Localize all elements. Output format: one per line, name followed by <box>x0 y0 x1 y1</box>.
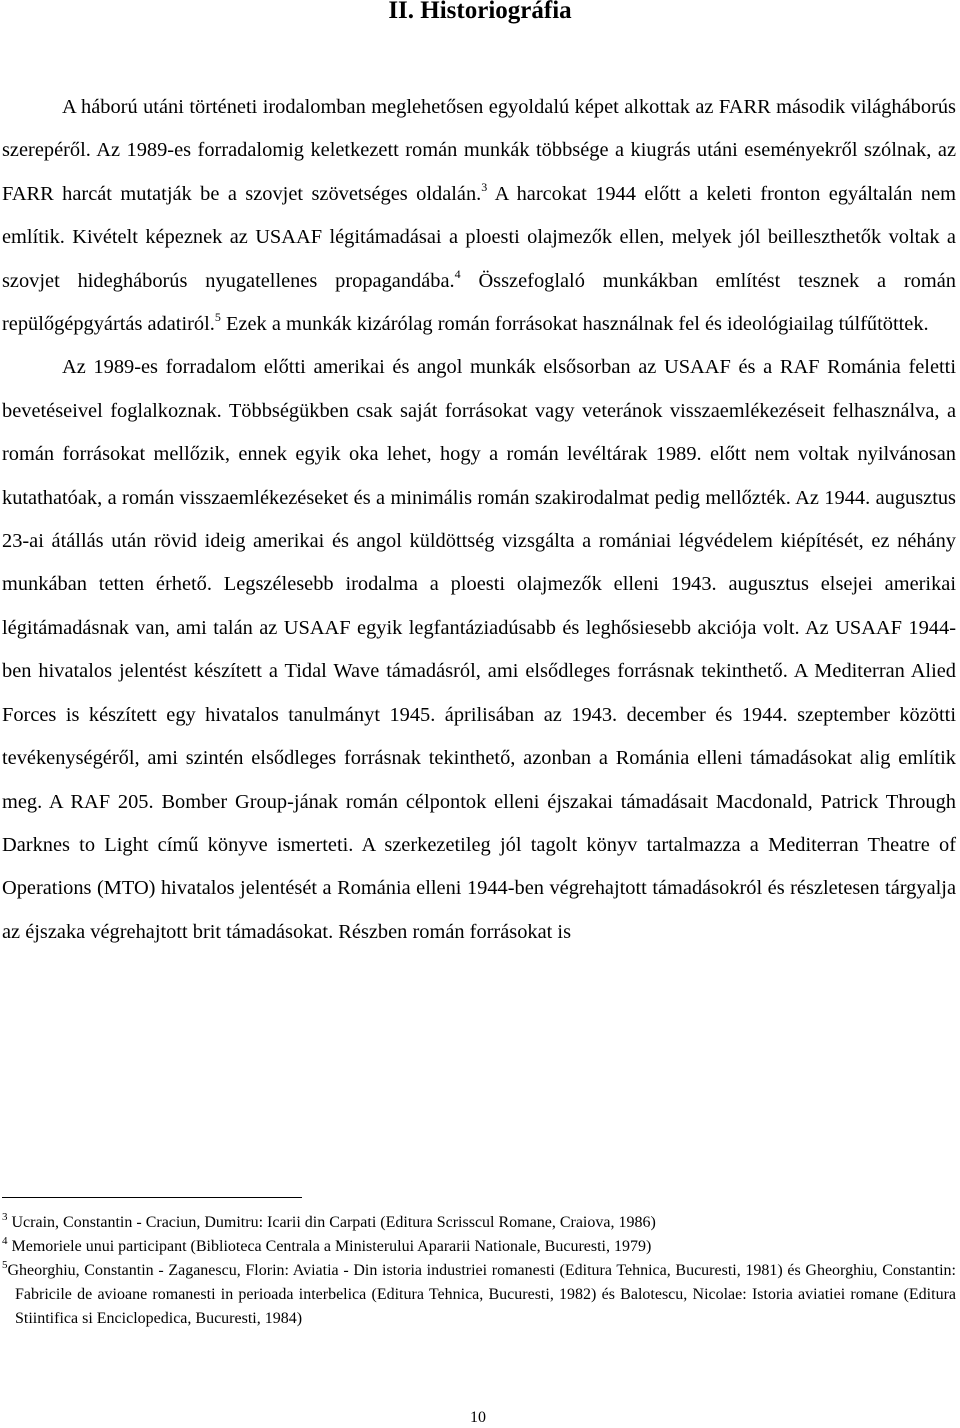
page-title: II. Historiográfia <box>388 0 572 24</box>
footnote-text: Ucrain, Constantin - Craciun, Dumitru: Icarii din Carpati (Editura Scrisscul Romane, Craiova, 1986) <box>7 1214 656 1231</box>
paragraph-text: A harcokat 1944 előtt a keleti fronton egyáltalán nem említik. Kivételt képeznek az USAAF légitámadásai a ploesti olajmezők ellen, melyek jól beilleszthetők voltak a szovjet hidegháborús nyugatellenes propagandába. <box>2 182 957 292</box>
footnote-reference[interactable]: 5 <box>214 310 221 325</box>
body-text <box>2 86 956 954</box>
footnote-separator <box>2 1197 302 1198</box>
paragraph-text: Ezek a munkák kizárólag román forrásokat használnak fel és ideológiailag túlfűtöttek. <box>220 313 929 336</box>
footnote-mark: 4 <box>2 1235 8 1247</box>
paragraph-2 <box>2 346 956 954</box>
footnote-4 <box>2 1235 956 1259</box>
footnote-reference[interactable]: 4 <box>454 266 461 281</box>
footnotes <box>2 1211 956 1331</box>
footnote-3 <box>2 1211 956 1235</box>
footnote-text: Gheorghiu, Constantin - Zaganescu, Florin: Aviatia - Din istoria industriei romanesti (Editura Tehnica, Bucuresti, 1981) és Gheorghiu, Constantin: Fabricile de avioane romanesti in perioada interbelica (Editura Tehnica, Bucuresti, 1982) és Balotescu, Nicolae: Istoria aviatiei romane (Editura Stiintifica si Enciclopedica, Bucuresti, 1984) <box>7 1262 956 1327</box>
footnote-mark: 3 <box>2 1211 8 1223</box>
footnote-text: Memoriele unui participant (Biblioteca Centrala a Ministerului Apararii Nationale, Bucuresti, 1979) <box>7 1238 652 1255</box>
footnote-mark: 5 <box>2 1259 8 1271</box>
paragraph-1 <box>2 86 956 346</box>
paragraph-text: Összefoglaló munkákban említést tesznek a román repülőgépgyártás adatiról. <box>2 269 956 336</box>
page-number: 10 <box>470 1409 486 1426</box>
paragraph-text: A háború utáni történeti irodalomban meglehetősen egyoldalú képet alkottak az FARR második világháborús szerepéről. Az 1989-es forradalomig keletkezett román munkák többsége a kiugrás utáni eseményekről szólnak, az FARR harcát mutatják be a szovjet szövetséges oldalán. <box>2 96 956 205</box>
footnote-5 <box>2 1259 956 1331</box>
footnote-reference[interactable]: 3 <box>481 179 488 194</box>
paragraph-text: Az 1989-es forradalom előtti amerikai és angol munkák elsősorban az USAAF és a RAF Románia feletti bevetéseivel foglalkoznak. Többségükben csak saját forrásokat vagy veteránok visszaemlékezéseit felhasználva, a román forrásokat mellőzik, ennek egyik oka lehet, hogy a román levéltárak 1989. előtt nem voltak nyilvánosan kutathatóak, a román visszaemlékezéseket és a minimális román szakirodalmat pedig mellőzték. Az 1944. augusztus 23-ai átállás után rövid ideig amerikai és angol küldöttség vizsgálta a romániai légvédelem kiépítését, ez néhány munkában tetten érhető. Legszélesebb irodalma a ploesti olajmezők elleni 1943. augusztus elsejei amerikai légitámadásnak van, ami talán az USAAF egyik legfantáziadúsabb és leghősiesebb akciója volt. Az USAAF 1944-ben hivatalos jelentést készített a Tidal Wave támadásról, ami elsődleges forrásnak tekinthető. A Mediterran Alied Forces is készített egy hivatalos tanulmányt 1945. áprilisában az 1943. december és 1944. szeptember közötti tevékenységéről, ami szintén elsődleges forrásnak tekinthető, azonban a Románia elleni támadásokat alig említik meg. A RAF 205. Bomber Group-jának román célpontok elleni éjszakai támadásait Macdonald, Patrick Through Darknes to Light című könyve ismerteti. A szerkezetileg jól tagolt könyv tartalmazza a Mediterran Theatre of Operations (MTO) hivatalos jelentését a Románia elleni 1944-ben végrehajtott támadásokról és részletesen tárgyalja az éjszaka végrehajtott brit támadásokat. Részben román forrásokat is <box>2 356 956 943</box>
